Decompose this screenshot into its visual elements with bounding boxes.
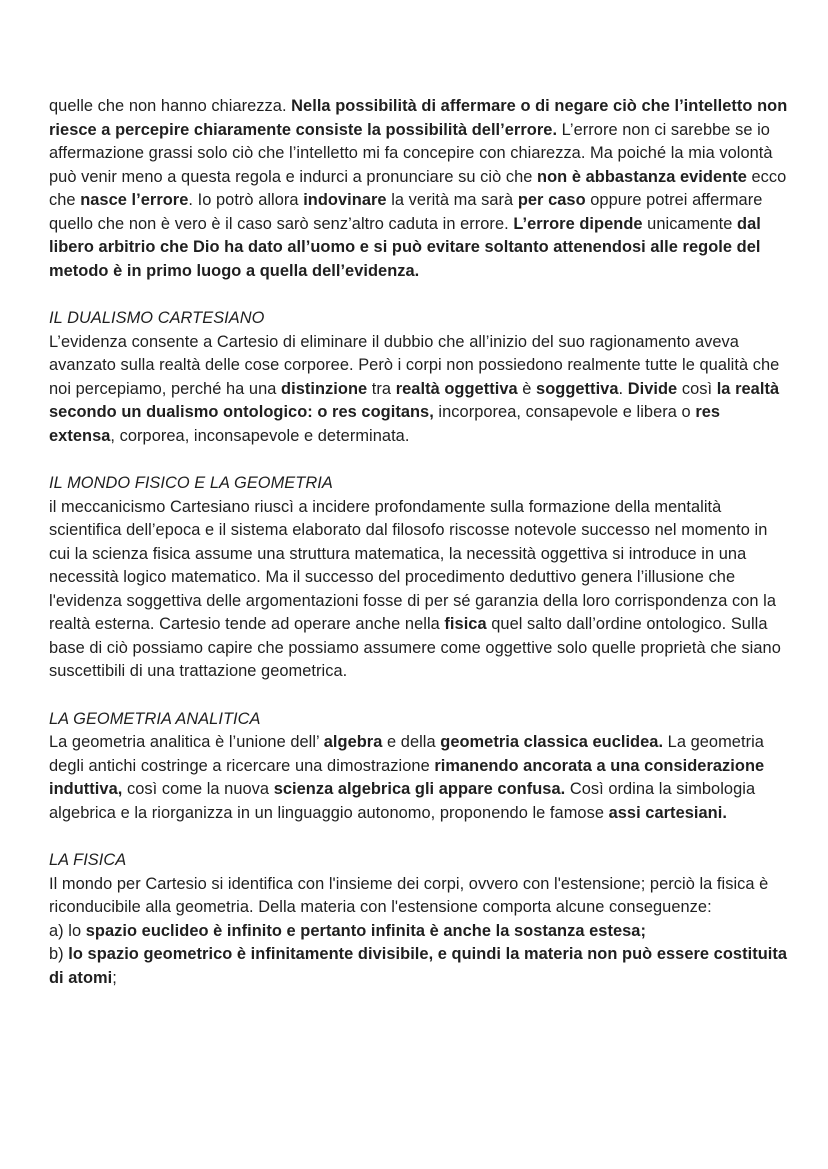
bold-text: soggettiva [536, 379, 619, 398]
bold-text: spazio euclideo è infinito e pertanto infinita è anche la sostanza estesa; [85, 921, 646, 940]
bold-text: Nella possibilità di affermare o di negare ciò che l’intelletto non riesce a percepire chiaramente consiste la possibilità dell’errore. [49, 97, 788, 139]
bold-text: distinzione [281, 379, 368, 398]
paragraph-geometria-analitica [49, 731, 788, 825]
text: Così ordina la simbologia algebrica e la riorganizza in un linguaggio autonomo, proponendo le famose [49, 780, 756, 822]
paragraph-fisica-intro: Il mondo per Cartesio si identifica con l'insieme dei corpi, ovvero con l'estensione; perciò la fisica è riconducibile alla geometria. Della materia con l'estensione comporta alcune conseguenze: [49, 874, 769, 916]
paragraph-dualismo [49, 331, 788, 449]
text: L’errore non ci sarebbe se io affermazione grassi solo ciò che l’intelletto mi fa concepire con chiarezza. Ma poiché la mia volontà può venir meno a questa regola e indurci a pronunciare su ciò che [49, 120, 773, 186]
list-item-a [49, 920, 788, 944]
bold-text: indovinare [303, 191, 387, 209]
text: il meccanicismo Cartesiano riuscì a incidere profondamente sulla formazione della mentalità scientifica dell’epoca e il sistema elaborato dal filosofo riscosse notevole successo nel momento in cui la scienza fisica assume una struttura matematica, la necessità oggettiva si introduce in una necessità logico matematico. Ma il successo del procedimento deduttivo genera l’illusione che l'evidenza soggettiva delle argomentazioni fosse di per sé garanzia della loro corrispondenza con la realtà esterna. Cartesio tende ad operare anche nella [49, 497, 777, 633]
text: . Io potrò allora [188, 191, 304, 209]
text: la verità ma sarà [386, 191, 518, 209]
text: quel salto dall’ordine ontologico. Sulla base di ciò possiamo capire che possiamo assumere come oggettive solo quelle proprietà che siano suscettibili di una trattazione geometrica. [49, 615, 781, 680]
text: La geometria degli antichi costringe a ricercare una dimostrazione [49, 733, 764, 775]
text: è [517, 379, 537, 398]
bold-text: per caso [517, 191, 586, 209]
text: La geometria analitica è l’unione dell’ [49, 733, 324, 751]
heading-geometria-analitica: LA GEOMETRIA ANALITICA [49, 709, 261, 728]
bold-text: nasce l’errore [80, 191, 189, 209]
text: e della [382, 733, 441, 751]
paragraph-errore [49, 95, 788, 283]
bold-text: la realtà secondo un dualismo ontologico: o res cogitans, [49, 379, 780, 421]
bold-text: fisica [444, 615, 487, 633]
bold-text: realtà oggettiva [395, 379, 518, 398]
text: unicamente [642, 214, 738, 233]
text: ecco che [49, 167, 787, 209]
text: incorporea, consapevole e libera o [433, 403, 696, 421]
bold-text: rimanendo ancorata a una considerazione induttiva, [49, 756, 765, 798]
text: b) [49, 945, 69, 963]
bold-text: L’errore dipende [513, 214, 643, 233]
heading-mondo-fisico: IL MONDO FISICO E LA GEOMETRIA [49, 474, 333, 492]
text: ; [112, 968, 117, 987]
text: oppure potrei affermare quello che non è vero è il caso sarò senz’altro caduta in errore. [49, 191, 763, 233]
text: a) lo [49, 921, 86, 940]
text: così [677, 379, 717, 398]
text: . [618, 379, 628, 398]
text: quelle che non hanno chiarezza. [49, 97, 292, 115]
paragraph-mondo-fisico [49, 496, 788, 684]
text: così come la nuova [122, 780, 274, 798]
list-item-b [49, 943, 788, 990]
bold-text: res extensa [49, 403, 721, 445]
text: L’evidenza consente a Cartesio di eliminare il dubbio che all’inizio del suo ragionamento aveva avanzato sulla realtà delle cose corporee. Però i corpi non possiedono realmente tutte le qualità che noi percepiamo, perché ha una [49, 332, 780, 398]
bold-text: non è abbastanza evidente [537, 167, 747, 186]
bold-text: geometria classica euclidea. [440, 733, 664, 751]
bold-text: scienza algebrica gli appare confusa. [273, 780, 566, 798]
bold-text: Divide [627, 379, 678, 398]
text: tra [367, 379, 396, 398]
bold-text: algebra [323, 733, 383, 751]
heading-dualismo: IL DUALISMO CARTESIANO [49, 309, 265, 327]
bold-text: dal libero arbitrio che Dio ha dato all’uomo e si può evitare soltanto attenendosi alle regole del metodo è in primo luogo a quella dell’evidenza. [49, 214, 761, 280]
text: , corporea, inconsapevole e determinata. [110, 426, 410, 445]
heading-fisica: LA FISICA [49, 851, 127, 869]
bold-text: assi cartesiani. [608, 803, 727, 822]
bold-text: lo spazio geometrico è infinitamente divisibile, e quindi la materia non può essere costituita di atomi [49, 945, 788, 987]
